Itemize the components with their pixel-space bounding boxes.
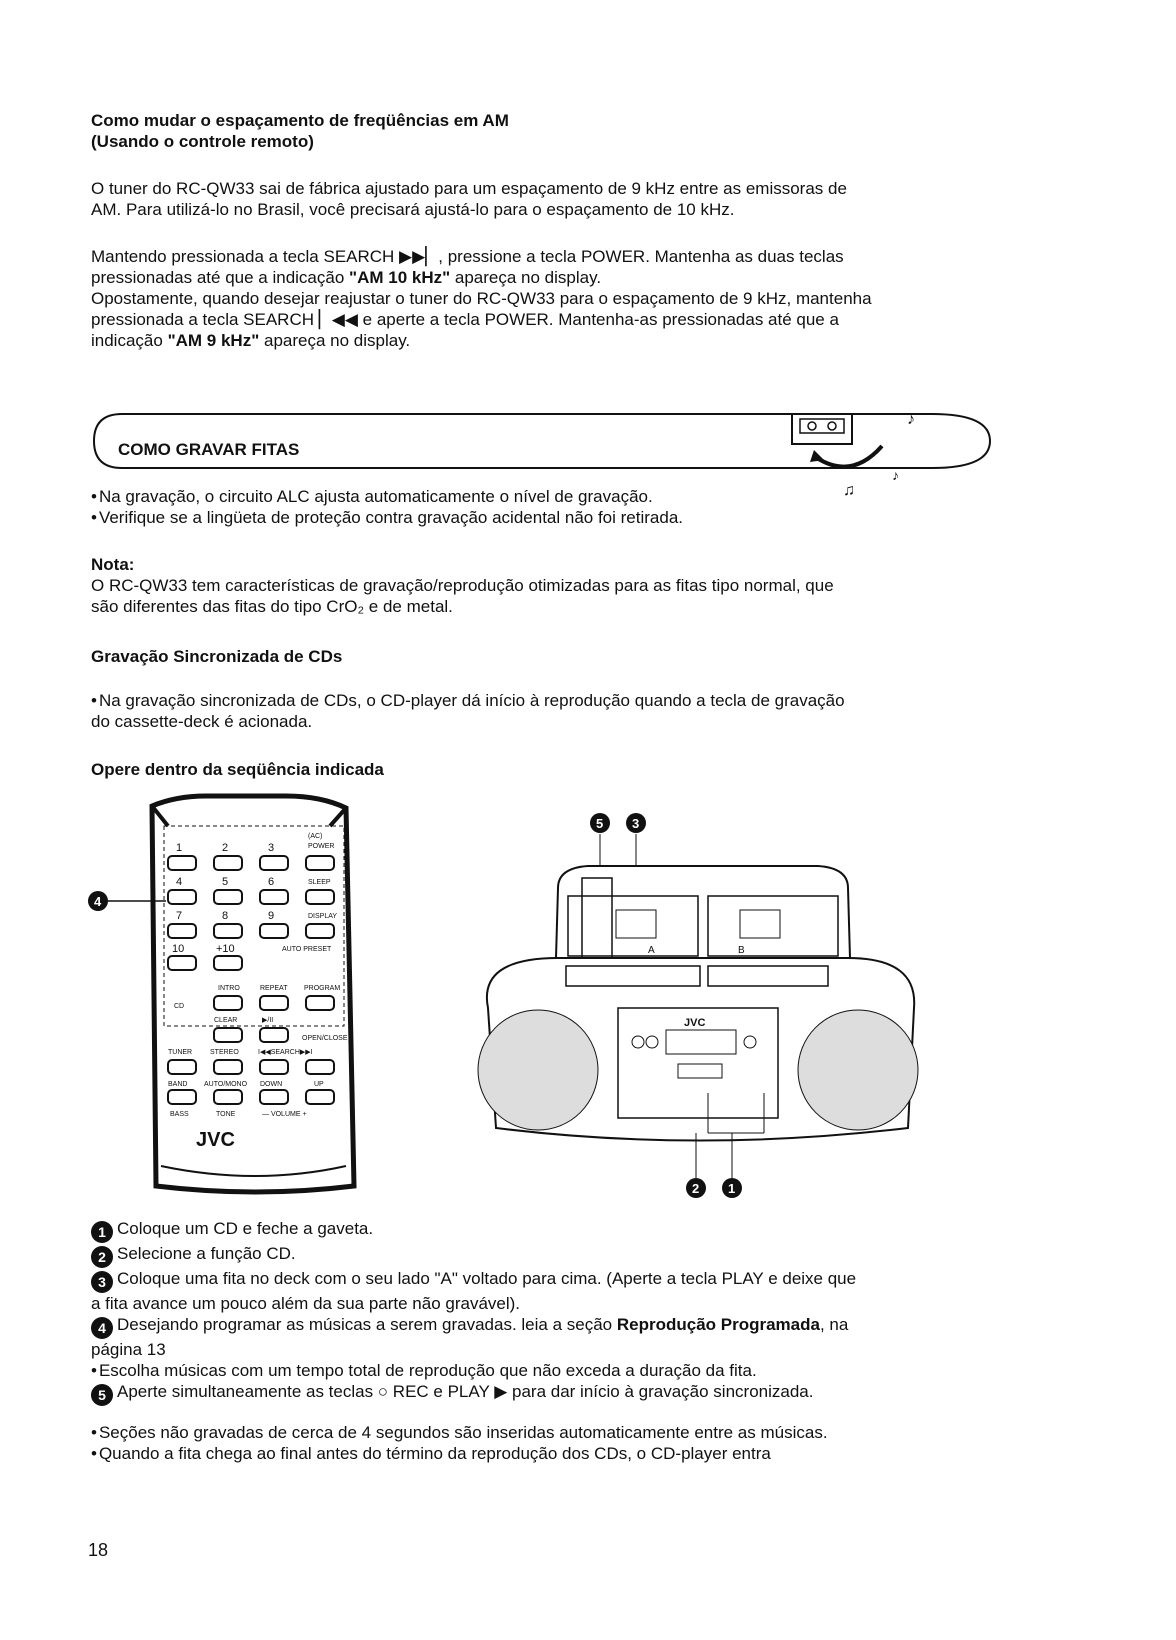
step-3-continued: a fita avance um pouco além da sua parte não gravável). — [91, 1294, 521, 1313]
boombox-illustration — [438, 808, 958, 1208]
remote-digit: 1 — [176, 842, 183, 854]
remote-label-play-pause: ▶/II — [262, 1017, 274, 1024]
remote-label-up: UP — [314, 1081, 324, 1088]
am-p3-text-end: apareça no display. — [259, 331, 411, 350]
deck-b-label: B — [738, 945, 745, 956]
nota-section — [91, 554, 1001, 617]
am-p3-text: indicação — [91, 331, 168, 350]
remote-label-repeat: REPEAT — [260, 985, 288, 992]
nota-line2: são diferentes das fitas do tipo CrO₂ e de metal. — [91, 597, 453, 616]
am-paragraph-1 — [91, 178, 1001, 220]
step-number-badge: 1 — [91, 1221, 113, 1243]
remote-label-volume: — VOLUME + — [262, 1111, 307, 1118]
bullet-item: • Na gravação, o circuito ALC ajusta automaticamente o nível de gravação. — [91, 486, 1001, 507]
remote-label-open-close: OPEN/CLOSE — [302, 1035, 348, 1042]
remote-label-intro: INTRO — [218, 985, 240, 992]
remote-label-tone: TONE — [216, 1111, 236, 1118]
step-4-section-ref: Reprodução Programada — [616, 1315, 820, 1334]
am-p3-line2: pressionada a tecla SEARCH ▏◀◀ e aperte a tecla POWER. Mantenha-as pressionadas até que a — [91, 310, 839, 329]
am-p3-line1: Opostamente, quando desejar reajustar o tuner do RC-QW33 para o espaçamento de 9 kHz, mantenha — [91, 289, 872, 308]
callout-5: 5 — [596, 816, 604, 831]
remote-label-auto-mono: AUTO/MONO — [204, 1081, 248, 1088]
am-p1-line2: AM. Para utilizá-lo no Brasil, você precisará ajustá-lo para o espaçamento de 10 kHz. — [91, 200, 735, 219]
step-3 — [91, 1268, 1001, 1293]
step-number-badge: 3 — [91, 1271, 113, 1293]
banner-title: COMO GRAVAR FITAS — [118, 440, 300, 459]
remote-label-program: PROGRAM — [304, 985, 341, 992]
callout-3: 3 — [632, 816, 640, 831]
callout-4: 4 — [94, 894, 102, 909]
step-number-badge: 4 — [91, 1317, 113, 1339]
am-p2-text-end: apareça no display. — [450, 268, 602, 287]
am-title-line2: (Usando o controle remoto) — [91, 132, 314, 151]
remote-control-illustration — [86, 796, 366, 1196]
callout-2: 2 — [692, 1181, 700, 1196]
svg-text:♪: ♪ — [892, 467, 899, 483]
step-text: Aperte simultaneamente as teclas ○ REC e PLAY ▶ para dar início à gravação sincronizada. — [117, 1382, 814, 1401]
final-bullets — [91, 1422, 1001, 1464]
step-number-badge: 5 — [91, 1384, 113, 1406]
remote-digit: +10 — [216, 943, 235, 955]
step-text: Desejando programar as músicas a serem gravadas. leia a seção — [117, 1315, 617, 1334]
step-4-continued: página 13 — [91, 1340, 166, 1359]
am-paragraph-2 — [91, 246, 1001, 351]
remote-label-down: DOWN — [260, 1081, 283, 1088]
bullet-item: • Verifique se a lingüeta de proteção contra gravação acidental não foi retirada. — [91, 507, 1001, 528]
remote-digit: 2 — [222, 842, 229, 854]
step-number-badge: 2 — [91, 1246, 113, 1268]
page-number: 18 — [88, 1540, 109, 1560]
remote-label-ac: (AC) — [308, 833, 323, 840]
record-bullets — [91, 486, 1001, 528]
am-p2-text: pressionadas até que a indicação — [91, 268, 350, 287]
bullet-item: • Quando a fita chega ao final antes do término da reprodução dos CDs, o CD-player entra — [91, 1443, 1001, 1464]
am-10khz-label: "AM 10 kHz" — [349, 268, 451, 287]
deck-a-label: A — [648, 945, 655, 956]
remote-label-search: I◀◀SEARCH▶▶I — [258, 1049, 313, 1056]
remote-digit: 8 — [222, 910, 229, 922]
callout-1: 1 — [728, 1181, 736, 1196]
am-9khz-label: "AM 9 kHz" — [167, 331, 260, 350]
am-section-title — [91, 110, 1001, 152]
remote-label-bass: BASS — [170, 1111, 189, 1118]
sync-line2: do cassette-deck é acionada. — [91, 712, 313, 731]
nota-line1: O RC-QW33 tem características de gravação/reprodução otimizadas para as fitas tipo normal, que — [91, 576, 834, 595]
remote-digit: 6 — [268, 876, 275, 888]
boombox-brand: JVC — [684, 1017, 706, 1029]
remote-digit: 3 — [268, 842, 275, 854]
step-bullet: • Escolha músicas com um tempo total de reprodução que não exceda a duração da fita. — [91, 1360, 1001, 1381]
am-p2-line2 — [91, 267, 1001, 288]
step-2 — [91, 1243, 1001, 1268]
am-p2-line1: Mantendo pressionada a tecla SEARCH ▶▶▏, pressione a tecla POWER. Mantenha as duas teclas — [91, 247, 844, 266]
music-note-icon: ♫ — [843, 482, 855, 499]
remote-label-power: POWER — [308, 843, 335, 850]
remote-digit: 5 — [222, 876, 229, 888]
am-p1-line1: O tuner do RC-QW33 sai de fábrica ajustado para um espaçamento de 9 kHz entre as emissoras de — [91, 179, 847, 198]
remote-label-tuner: TUNER — [168, 1049, 193, 1056]
remote-label-clear: CLEAR — [214, 1017, 238, 1024]
svg-text:♪: ♪ — [907, 411, 915, 428]
remote-brand: JVC — [196, 1129, 235, 1151]
step-5 — [91, 1381, 1001, 1406]
sync-text — [91, 690, 1001, 732]
am-p3-line3 — [91, 330, 1001, 351]
remote-label-cd: CD — [174, 1003, 185, 1010]
step-text: Selecione a função CD. — [117, 1244, 296, 1263]
step-4 — [91, 1314, 1001, 1339]
cassette-icon — [792, 411, 915, 483]
sequence-title: Opere dentro da seqüência indicada — [91, 760, 384, 779]
step-text: Coloque uma fita no deck com o seu lado "A" voltado para cima. (Aperte a tecla PLAY e deixe que — [117, 1269, 857, 1288]
step-text-end: , na — [819, 1315, 849, 1334]
remote-digit: 9 — [268, 910, 275, 922]
step-text: Coloque um CD e feche a gaveta. — [117, 1219, 374, 1238]
remote-label-display: DISPLAY — [308, 913, 338, 920]
remote-label-sleep: SLEEP — [308, 879, 331, 886]
remote-digit: 7 — [176, 910, 183, 922]
sync-title: Gravação Sincronizada de CDs — [91, 647, 343, 666]
bullet-item: • Seções não gravadas de cerca de 4 segundos são inseridas automaticamente entre as músicas. — [91, 1422, 1001, 1443]
steps-list — [91, 1218, 1001, 1406]
am-title-line1: Como mudar o espaçamento de freqüências em AM — [91, 111, 509, 130]
remote-label-stereo: STEREO — [210, 1049, 239, 1056]
nota-title: Nota: — [91, 555, 135, 574]
step-1 — [91, 1218, 1001, 1243]
remote-digit: 4 — [176, 876, 183, 888]
sync-line1: • Na gravação sincronizada de CDs, o CD-player dá início à reprodução quando a tecla de gravação — [91, 690, 1001, 711]
remote-label-auto-preset: AUTO PRESET — [282, 946, 332, 953]
remote-digit: 10 — [172, 943, 185, 955]
remote-label-band: BAND — [168, 1081, 188, 1088]
